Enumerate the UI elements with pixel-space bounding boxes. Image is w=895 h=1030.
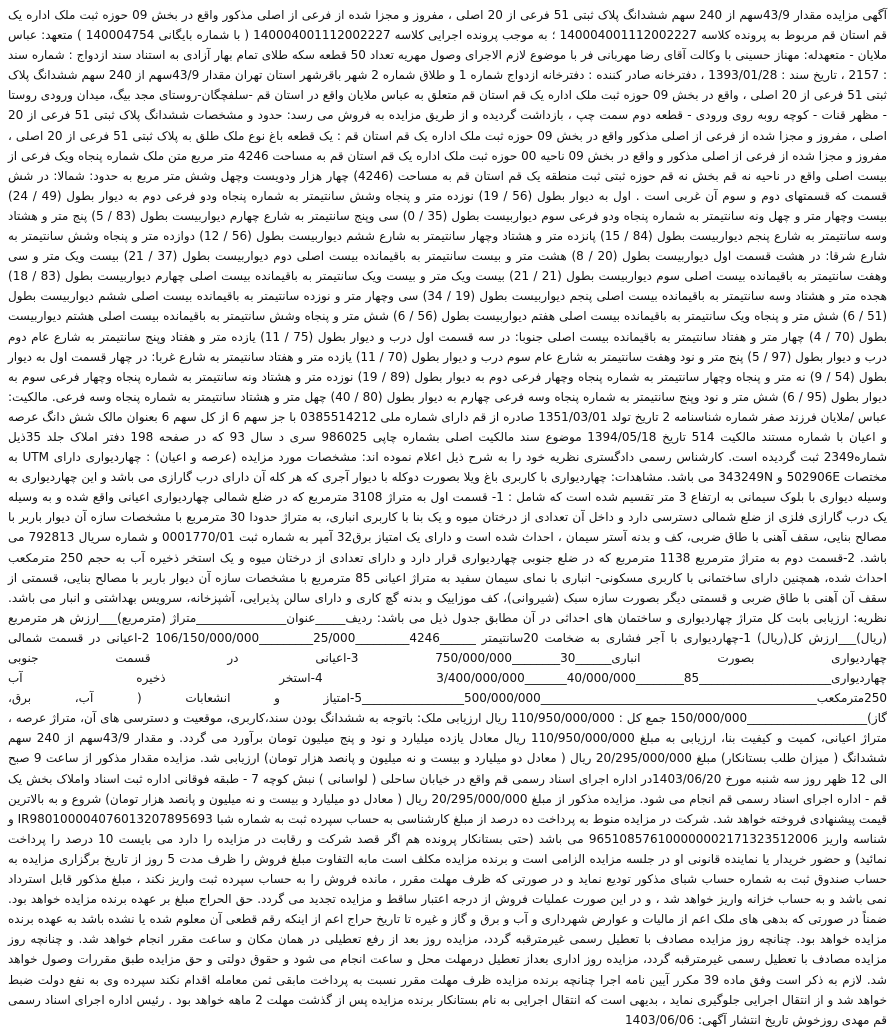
notice-body-text: آگهی مزایده مقدار 43/9سهم از 240 سهم ششدانگ پلاک ثبتی 51 فرعی از 20 اصلی ، مفروز و مجزا شده از فرعی از اصلی مذکور واقع در بخش 09 حوزه ثبت ملک اداره یک قم استان قم مربوط به پرونده کلاسه 140004001112002227 ؛ به موجب پرونده اجرایی کلاسه 140004001112002227 ( با شماره بایگانی 140004754 ) متعهد: عباس ملایان - متعهدله: مهناز حسینی با وکالت آقای رضا مهربانی فر با موضوع لازم الاجرای وصول مهریه تعداد 50 قطعه سکه طلای تمام بهار آزادی به استناد سند ازدواج : شماره سند : 2157 ، تاریخ سند : 1393/01/28 ، دفترخانه صادر کننده : دفترخانه ازدواج شماره 1 و طلاق شماره 2 شهر باقرشهر استان تهران مقدار 43/9سهم از 240 سهم ششدانگ پلاک ثبتی 51 فرعی از 20 اصلی ، واقع در بخش 09 حوزه ثبت ملک اداره یک قم استان قم متعلق به عباس ملایان واقع در استان قم -سلفچگان-روستای مجد بیگ، میدان ورودی روستا - مظهر قنات - کوچه روبه روی ورودی - قطعه دوم سمت چپ ، بازداشت گردیده و از طریق مزایده به فروش می رسد: حدود و مشخصات ششدانگ پلاک ثبتی 51 فرعی از 20 اصلی ، مفروز و مجزا شده از فرعی از اصلی مذکور واقع در بخش 09 حوزه ثبت ملک اداره یک قم استان قم : یک قطعه باغ نوع ملک طلق به پلاک ثبتی 51 فرعی از 20 اصلی ، مفروز و مجزا شده از فرعی از اصلی مذکور و واقع در بخش 09 ناحیه 00 حوزه ثبت ملک اداره یک قم استان قم به مساحت 4246 متر مربع متن ملک شماره پنجاه ویک فرعی از بیست اصلی واقع در ناحیه نه قم بخش نه قم حوزه ثبتی ثبت منطقه یک قم استان قم به مساحت (4246) چهار هزار ودویست وچهل وشش متر مربع به حدود: شمالا: در شش قسمت که قسمتهای دوم و سوم آن غربی است . اول به دیوار بطول (56 / 19) نوزده متر و پنجاه وشش سانتیمتر به شماره پنجاه ودو فرعی دوم به دیوار بطول (49 / 24) بیست وچهار متر و چهل ونه سانتیمتر به شماره پنجاه ودو فرعی سوم دیواربیست بطول (35 / 0) سی وپنج سانتیمتر به شارع چهارم دیواربیست بطول (83 / 5) پنج متر و هشتاد وسه سانتیمتر به شارع پنجم دیواربیست بطول (84 / 15) پانزده متر و هشتاد وچهار سانتیمتر به شارع ششم دیواربیست بطول (56 / 12) دوازده متر و پنجاه وشش سانتیمتر به شارع شرقا: در هشت قسمت اول دیواربیست بطول (20 / 8) هشت متر و بیست سانتیمتر به باقیمانده بیست اصلی دوم دیواربیست بطول (37 / 21) بیست ویک متر و سی وهفت سانتیمتر به باقیمانده بیست اصلی سوم دیواربیست بطول (21 / 21) بیست ویک متر و بیست ویک سانتیمتر به باقیمانده بیست اصلی چهارم دیواربیست بطول (83 / 18) هجده متر و هشتاد وسه سانتیمتر به باقیمانده بیست اصلی پنجم دیواربیست بطول (19 / 34) سی وچهار متر و نوزده سانتیمتر به باقیمانده بیست اصلی ششم دیواربیست بطول (51 / 6) شش متر و پنجاه ویک سانتیمتر به باقیمانده بیست اصلی هفتم دیواربیست بطول (56 / 6) شش متر و پنجاه وشش سانتیمتر به باقیمانده بیست اصلی هشتم دیواربیست بطول (70 / 4) چهار متر و هفتاد سانتیمتر به باقیمانده بیست اصلی جنوبا: در سه قسمت اول درب و دیوار بطول (75 / 11) یازده متر و هفتاد وپنج سانتیمتر به شارع عام دوم درب و دیوار بطول (97 / 5) پنج متر و نود وهفت سانتیمتر به شارع عام سوم درب و دیوار بطول (70 / 11) یازده متر و هفتاد سانتیمتر به شارع غربا: در چهار قسمت اول به دیوار بطول (54 / 9) نه متر و پنجاه وچهار سانتیمتر به شماره پنجاه وچهار فرعی دوم به دیوار بطول (89 / 19) نوزده متر و هشتاد ونه سانتیمتر به شماره پنجاه وچهار فرعی سوم به دیوار بطول (95 / 6) شش متر و نود وپنج سانتیمتر به شماره پنجاه وسه فرعی چهارم به دیوار بطول (80 / 40) چهل متر و هشتاد سانتیمتر به شماره پنجاه وسه فرعی. مالکیت: عباس /ملایان فرزند صفر شماره شناسنامه 2 تاریخ تولد 1351/03/01 صادره از قم دارای شماره ملی 0385514212 با جز سهم 6 از کل سهم 6 بعنوان مالک شش دانگ عرصه و اعیان با شماره مستند مالکیت 514 تاریخ 1394/05/18 موضوع سند مالکیت اصلی بشماره چاپی 986025 سری د سال 93 که در صفحه 198 دفتر املاک جلد 35ذیل شماره2349 ثبت گردیده است. کارشناس رسمی دادگستری نظریه خود را به شرح ذیل اعلام نموده اند: مشخصات مورد مزایده (عرصه و اعیان) : چهاردیواری دارای UTM به مختصات 502906E و 343249N می باشد. مشاهدات: چهاردیواری با کاربری باغ ویلا بصورت دوکله با دیوار آجری که هر کله آن دارای درب گارازی می باشد و این چهاردیواری به وسیله دیواری با بلوک سیمانی به ارتفاع 3 متر تقسیم شده است که شامل : 1- قسمت اول به متراژ 3108 مترمربع که در ضلع شمالی چهاردیواری اعیانی واقع شده و به وسیله یک درب گارازی فلزی از ضلع شمالی دسترسی دارد و داخل آن تعدادی از درختان میوه و یک بنا با کاربری انباری، به متراژ حدودا 30 مترمربع با مشخصات سازه آن دیوار باربر با مصالح بنایی، سقف آهنی با طاق ضربی، کف و بدنه آستر سیمان ، احداث شده است و دارای یک امتیاز برق32 آمپر به شماره ثبت 0001770/01 و شماره سریال 792813 می باشد. 2-قسمت دوم به متراژ مترمربع 1138 مترمربع که در ضلع جنوبی چهاردیواری قرار دارد و دارای تعدادی از درختان میوه و یک استخر ذخیره آب به حجم 250 مترمکعب احداث شده، همچنین دارای ساختمانی با کاربری مسکونی- انباری با نمای سیمان سفید به متراژ اعیانی 85 مترمربع با مشخصات سازه آن دیوار باربر با مصالح بنایی، قسمتی از سقف آن آهنی با طاق ضربی و قسمتی دیگر بصورت سازه سبک (شیروانی)، کف موزاییک و بدنه گچ کاری و دارای سالن پذیرایی، آشپزخانه، سرویس بهداشتی و انبار می باشد. نظریه: ارزیابی بابت کل متراژ چهاردیواری و ساختمان های احداثی در آن مطابق جدول ذیل می باشد: ردیف_____عنوان_______________متراژ (مترمربع)___ارزش هر مترمربع (ریال)___ارزش کل(ریال) 1-چهاردیواری با آجر فشاری به ضخامت 20سانتیمتر ______4246_________25/000_________106/150/000/000 2-اعیانی در قسمت شمالی چهاردیواری بصورت انباری______30________750/000/000 3-اعیانی در قسمت جنوبی چهاردیواری______________________85________40/000/000_______3/400/000/000 4-استخر ذخیره آب 250مترمکعب______________________________________________500/000/000_________________5-امتیاز و انشعابات ( آب، برق، گاز)____________________150/000/000 جمع کل : 110/950/000/000 ریال ارزیابی ملک: باتوجه به ششدانگ بودن سند،کاربری، موقعیت و دسترسی های آن، متراژ عرصه ، متراژ اعیانی، کمیت و کیفیت بنا، ارزیابی به مبلغ 110/950/000/000 ریال معادل یازده میلیارد و نود و پنج میلیون تومان برآورد می گردد. و مقدار 43/9سهم از 240 سهم ششدانگ ( میزان طلب بستانکار) مبلغ 20/295/000/000 ریال ( معادل دو میلیارد و بیست و نه میلیون و پانصد هزار تومان) ارزیابی شد. مزایده مقدار مذکور از ساعت 9 صبح الی 12 ظهر روز سه شنبه مورخ 1403/06/20در اداره اجرای اسناد رسمی قم واقع در خیابان ساحلی ( لواسانی ) نبش کوچه 7 - طبقه فوقانی اداره ثبت اسناد واملاک بخش یک قم - اداره اجرای اسناد رسمی قم انجام می شود. مزایده مذکور از مبلغ 20/295/000/000 ریال ( معادل دو میلیارد و بیست و نه میلیون و پانصد هزار تومان) شروع و به بالاترین قیمت پیشنهادی فروخته خواهد شد. شرکت در مزایده منوط به پرداخت ده درصد از مبلغ کارشناسی به حساب سپرده ثبت به شماره شبا IR980100004076013207895693 و شناسه واریز 965108576100000002171323512006 می باشد (حتی بستانکار پرونده هم اگر قصد شرکت و رقابت در مزایده را دارد می بایست 10 درصد را پرداخت نمائید) و حضور خریدار یا نماینده قانونی او در جلسه مزایده الزامی است و برنده مزایده مکلف است مابه التفاوت مبلغ فروش را ظرف مدت 5 روز از تاریخ برگزاری مزایده به حساب صندوق ثبت به شماره حساب شبای مذکور تودیع نماید و در صورتی که ظرف مهلت مقرر ، مانده فروش را به حساب سپرده ثبت واریز نکند ، مبلغ مذکور قابل استرداد نمی باشد و به حساب خزانه واریز خواهد شد ، و در این صورت عملیات فروش از درجه اعتبار ساقط و مزایده تجدید می گردد. حق الحراج مبلغ بر عهده برنده مزایده خواهد بود. ضمناً در صورتی که بدهی های ملک اعم از مالیات و عوارض شهرداری و آب و برق و گاز و غیره تا تاریخ حراج اعم از اینکه رقم قطعی آن معلوم شده یا نشده باشد به عهده برنده مزایده خواهد بود. چنانچه روز مزایده مصادف با تعطیل رسمی غیرمترقبه گردد، مزایده روز بعد از رفع تعطیلی در همان مکان و ساعت مقرر انجام خواهد شد. و چنانچه روز مزایده مصادف با تعطیل رسمی غیرمترقبه گردد، مزایده روز اداری بعداز تعطیل درمهلت محل و ساعت انجام می شود و حقوق دولتی و حق مزایده طبق مقررات وصول خواهد شد. لازم به ذکر است وفق ماده 39 مکرر آیین نامه اجرا چنانچه برنده مزایده ظرف مهلت مقرر نسبت به پرداخت مابقی ثمن معامله اقدام نکند سپرده وی به نفع دولت ضبط خواهد شد و از انتقال اجرایی جلوگیری نماید ، بدیهی است که انتقال اجرایی به نام بستانکار برنده مزایده پس از گذشت مهلت 2 ماهه خواهد بود . رئیس اداره اجرای اسناد رسمی قم مهدی روزخوش تاریخ انتشار آگهی: 1403/06/06 [8, 8, 888, 1027]
